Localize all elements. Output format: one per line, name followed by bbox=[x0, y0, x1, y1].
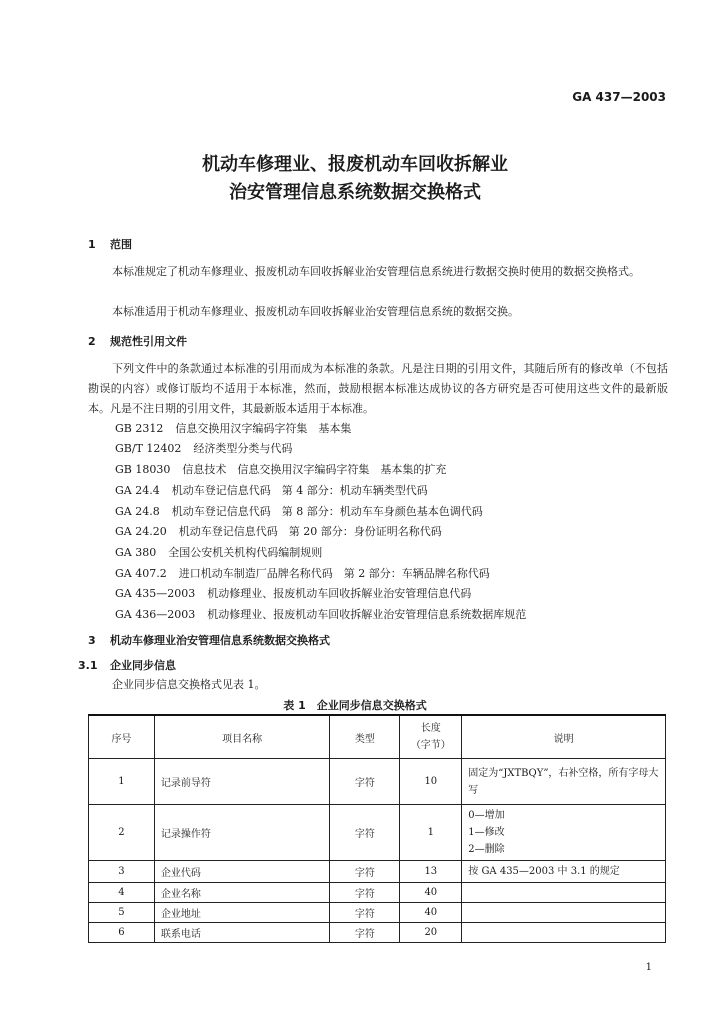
reference-item bbox=[115, 440, 292, 456]
table-row bbox=[89, 861, 666, 883]
cell-type: 字符 bbox=[330, 923, 400, 943]
section-3-1-heading bbox=[78, 657, 176, 673]
cell-desc bbox=[462, 805, 666, 861]
reference-name: 全国公安机关机构代码编制规则 bbox=[168, 546, 323, 559]
standard-code: GA 437—2003 bbox=[572, 90, 666, 104]
cell-length: 13 bbox=[400, 861, 462, 883]
cell-no: 4 bbox=[89, 883, 155, 903]
header-type: 类型 bbox=[330, 715, 400, 759]
section-3-1-title: 企业同步信息 bbox=[110, 659, 176, 672]
section-1-heading bbox=[88, 236, 132, 252]
cell-length: 40 bbox=[400, 883, 462, 903]
section-3-heading bbox=[88, 632, 330, 648]
reference-name: 机动车登记信息代码 第 20 部分：身份证明名称代码 bbox=[178, 525, 442, 538]
table-1 bbox=[88, 714, 666, 943]
desc-line: 1—修改 bbox=[468, 827, 505, 838]
cell-name: 企业地址 bbox=[154, 903, 330, 923]
reference-code: GA 380 bbox=[115, 546, 157, 559]
cell-type: 字符 bbox=[330, 861, 400, 883]
reference-item bbox=[115, 482, 428, 498]
reference-code: GB 18030 bbox=[115, 463, 171, 476]
cell-name: 记录操作符 bbox=[154, 805, 330, 861]
section-2-title: 规范性引用文件 bbox=[110, 335, 187, 348]
reference-code: GA 24.4 bbox=[115, 484, 160, 497]
reference-item bbox=[115, 420, 351, 436]
table-row bbox=[89, 805, 666, 861]
desc-line: 0—增加 bbox=[468, 810, 505, 821]
cell-desc bbox=[462, 883, 666, 903]
reference-item bbox=[115, 585, 471, 601]
reference-name: 进口机动车制造厂品牌名称代码 第 2 部分：车辆品牌名称代码 bbox=[178, 567, 490, 580]
desc-line: 2—删除 bbox=[468, 844, 505, 855]
cell-length: 10 bbox=[400, 759, 462, 805]
reference-item bbox=[115, 503, 483, 519]
section-2-paragraph-1: 下列文件中的条款通过本标准的引用而成为本标准的条款。凡是注日期的引用文件，其随后所有的修改单（不包括勘误的内容）或修订版均不适用于本标准，然而，鼓励根据本标准达成协议的各方研究是否可使用这些文件的最新版本。凡是不注日期的引用文件，其最新版本适用于本标准。 bbox=[88, 362, 668, 415]
desc-line: 按 GA 435—2003 中 3.1 的规定 bbox=[468, 866, 620, 877]
reference-code: GA 24.8 bbox=[115, 505, 160, 518]
table-row bbox=[89, 903, 666, 923]
page-number: 1 bbox=[645, 962, 652, 973]
cell-length: 20 bbox=[400, 923, 462, 943]
reference-item bbox=[115, 565, 490, 581]
section-1-paragraph-2: 本标准适用于机动车修理业、报废机动车回收拆解业治安管理信息系统的数据交换。 bbox=[112, 305, 519, 318]
reference-code: GA 435—2003 bbox=[115, 587, 196, 600]
table-1-caption: 表 1 企业同步信息交换格式 bbox=[283, 699, 427, 712]
cell-name: 企业名称 bbox=[154, 883, 330, 903]
cell-desc bbox=[462, 903, 666, 923]
reference-item bbox=[115, 461, 446, 477]
cell-type: 字符 bbox=[330, 759, 400, 805]
table-row bbox=[89, 883, 666, 903]
reference-code: GA 24.20 bbox=[115, 525, 167, 538]
section-3-title: 机动车修理业治安管理信息系统数据交换格式 bbox=[110, 634, 330, 647]
header-length bbox=[400, 715, 462, 759]
cell-length: 1 bbox=[400, 805, 462, 861]
reference-code: GA 407.2 bbox=[115, 567, 167, 580]
cell-no: 6 bbox=[89, 923, 155, 943]
reference-item bbox=[115, 523, 442, 539]
section-1-number: 1 bbox=[88, 238, 96, 251]
header-length-line2: （字节） bbox=[410, 740, 451, 751]
section-3-1-paragraph: 企业同步信息交换格式见表 1。 bbox=[112, 678, 266, 691]
cell-name: 企业代码 bbox=[154, 861, 330, 883]
reference-item bbox=[115, 606, 526, 622]
cell-no: 5 bbox=[89, 903, 155, 923]
header-desc: 说明 bbox=[462, 715, 666, 759]
cell-length: 40 bbox=[400, 903, 462, 923]
cell-name: 记录前导符 bbox=[154, 759, 330, 805]
cell-desc bbox=[462, 759, 666, 805]
cell-desc bbox=[462, 923, 666, 943]
section-3-1-number: 3.1 bbox=[78, 659, 98, 672]
section-1-paragraph-1: 本标准规定了机动车修理业、报废机动车回收拆解业治安管理信息系统进行数据交换时使用的数据交换格式。 bbox=[112, 265, 640, 278]
header-no: 序号 bbox=[89, 715, 155, 759]
reference-code: GB 2312 bbox=[115, 422, 164, 435]
reference-name: 信息技术 信息交换用汉字编码字符集 基本集的扩充 bbox=[182, 463, 447, 476]
document-title-line2: 治安管理信息系统数据交换格式 bbox=[229, 182, 481, 203]
cell-type: 字符 bbox=[330, 903, 400, 923]
cell-desc bbox=[462, 861, 666, 883]
cell-type: 字符 bbox=[330, 883, 400, 903]
cell-no: 3 bbox=[89, 861, 155, 883]
document-title-line1: 机动车修理业、报废机动车回收拆解业 bbox=[202, 154, 508, 175]
section-3-number: 3 bbox=[88, 634, 96, 647]
table-row bbox=[89, 923, 666, 943]
reference-item bbox=[115, 544, 322, 560]
desc-line: 固定为“JXTBQY”，右补空格，所有字母大写 bbox=[468, 767, 659, 796]
section-2-number: 2 bbox=[88, 335, 96, 348]
cell-no: 1 bbox=[89, 759, 155, 805]
table-header-row bbox=[89, 715, 666, 759]
reference-name: 机动修理业、报废机动车回收拆解业治安管理信息代码 bbox=[207, 587, 472, 600]
reference-code: GB/T 12402 bbox=[115, 442, 182, 455]
table-row bbox=[89, 759, 666, 805]
cell-type: 字符 bbox=[330, 805, 400, 861]
reference-name: 机动修理业、报废机动车回收拆解业治安管理信息系统数据库规范 bbox=[207, 608, 527, 621]
reference-name: 机动车登记信息代码 第 4 部分：机动车辆类型代码 bbox=[171, 484, 428, 497]
header-name: 项目名称 bbox=[154, 715, 330, 759]
reference-name: 机动车登记信息代码 第 8 部分：机动车车身颜色基本色调代码 bbox=[171, 505, 483, 518]
header-length-line1: 长度 bbox=[420, 723, 441, 734]
reference-code: GA 436—2003 bbox=[115, 608, 196, 621]
section-2-heading bbox=[88, 333, 187, 349]
reference-name: 经济类型分类与代码 bbox=[193, 442, 293, 455]
reference-name: 信息交换用汉字编码字符集 基本集 bbox=[175, 422, 352, 435]
cell-no: 2 bbox=[89, 805, 155, 861]
section-1-title: 范围 bbox=[110, 238, 132, 251]
cell-name: 联系电话 bbox=[154, 923, 330, 943]
